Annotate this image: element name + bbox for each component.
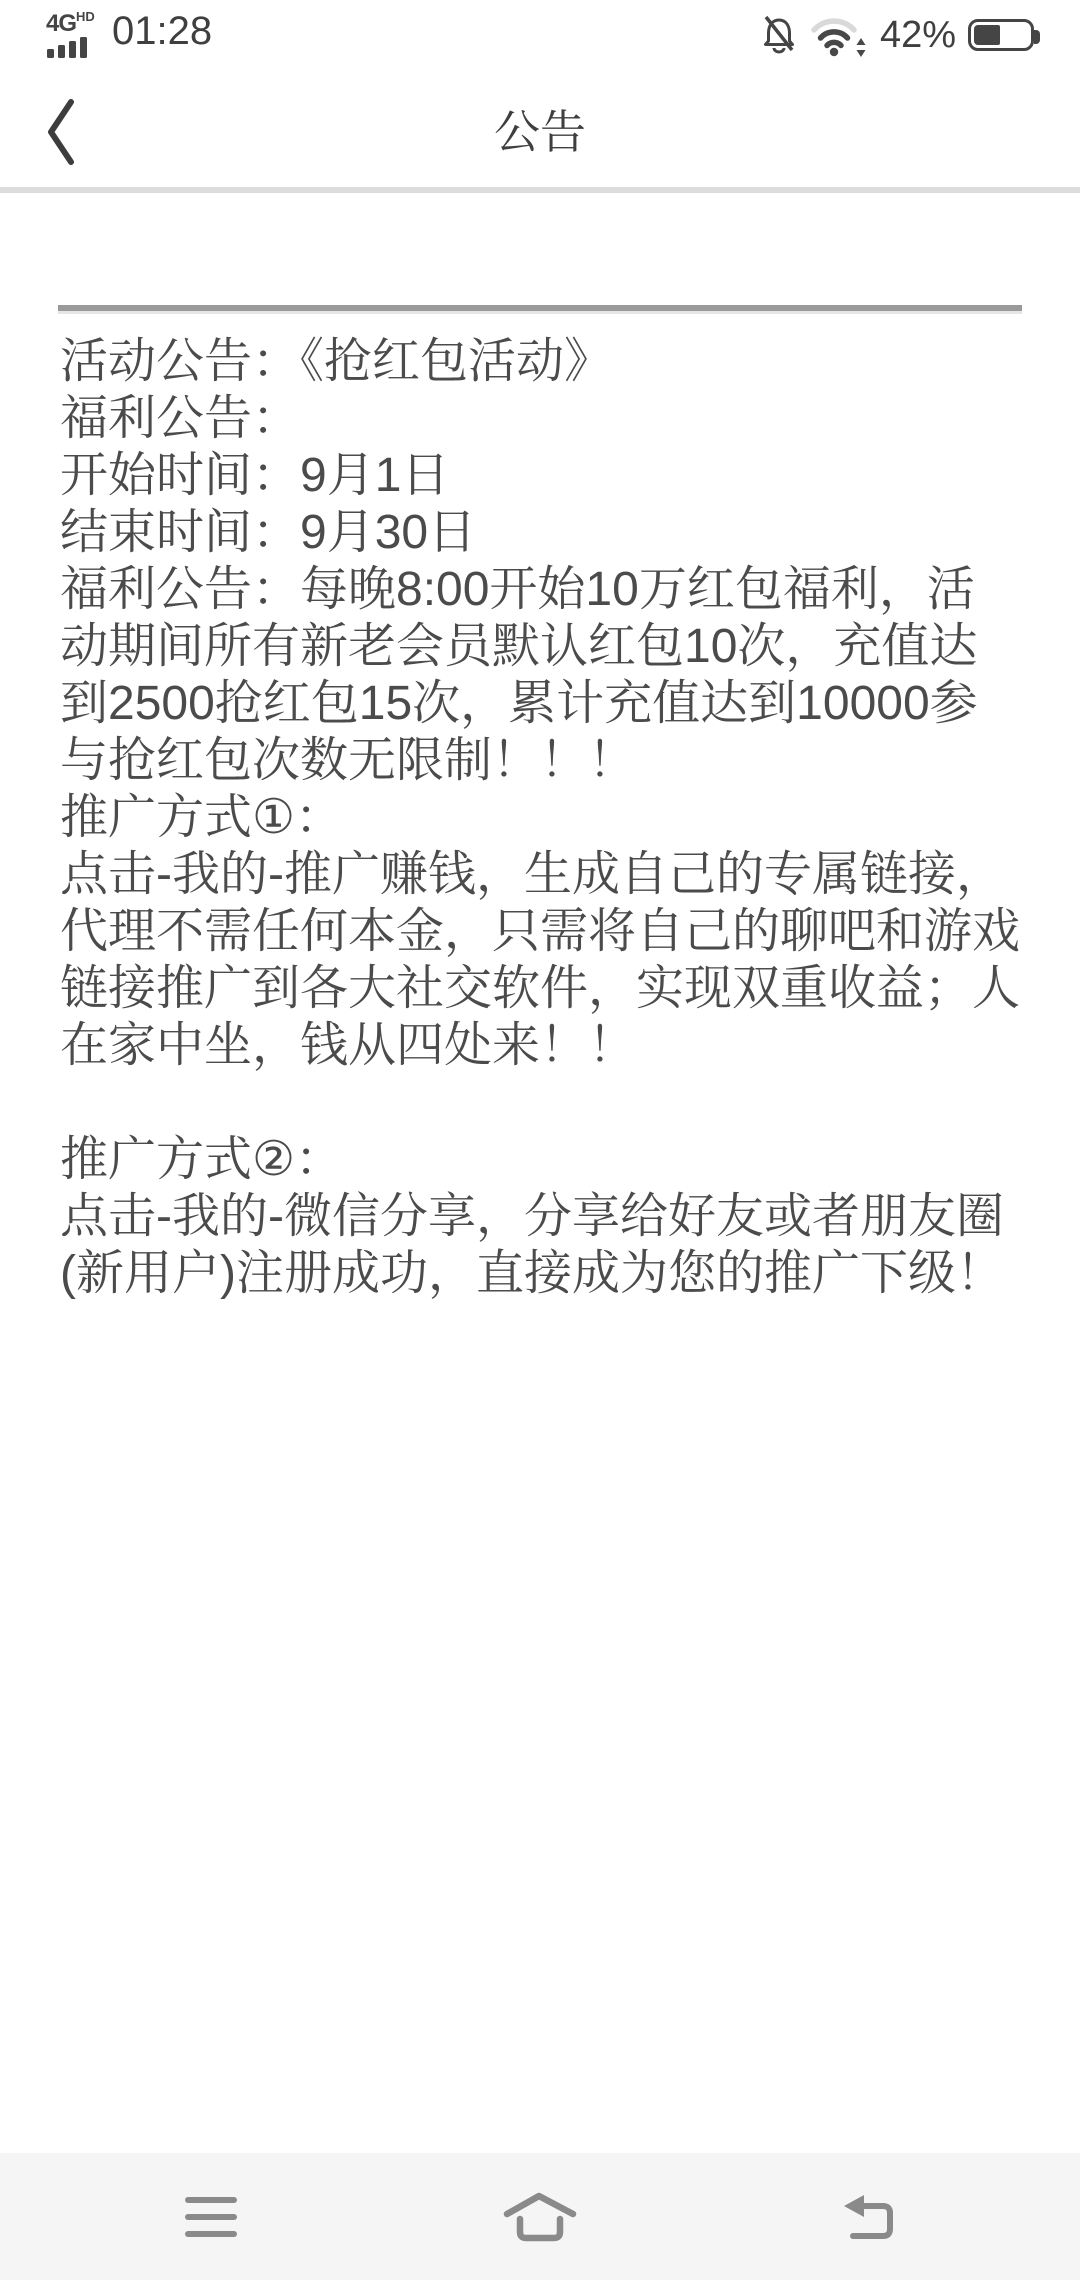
- announcement-line: 点击-我的-微信分享，分享给好友或者朋友圈: [60, 1190, 1004, 1243]
- announcement-line: 活动公告：《抢红包活动》: [60, 335, 613, 388]
- signal-bars-icon: [47, 36, 87, 58]
- back-chevron-icon: [43, 96, 77, 168]
- network-type-label: 4G: [46, 10, 77, 37]
- announcement-line: 在家中坐，钱从四处来！！: [60, 1019, 637, 1072]
- clock-time: 01:28: [112, 9, 213, 53]
- nav-back-button[interactable]: [788, 2153, 948, 2280]
- announcement-line: 点击-我的-推广赚钱，生成自己的专属链接，: [60, 848, 1004, 901]
- announcement-line: 开始时间：9月1日: [60, 449, 450, 502]
- page-title: 公告: [494, 105, 586, 158]
- menu-icon: [185, 2197, 237, 2237]
- back-button[interactable]: [30, 94, 90, 170]
- status-bar-right: [760, 0, 1034, 70]
- nav-home-button[interactable]: [460, 2153, 620, 2280]
- wifi-icon: [810, 12, 868, 58]
- system-navigation-bar: [0, 2153, 1080, 2280]
- announcement-line: [60, 1074, 1040, 1131]
- announcement-line: 动期间所有新老会员默认红包10次，充值达: [60, 620, 978, 673]
- hd-badge: HD: [76, 9, 95, 24]
- announcement-page: [0, 193, 1080, 2153]
- announcement-line: 代理不需任何本金，只需将自己的聊吧和游戏: [60, 905, 1021, 958]
- mute-bell-icon: [760, 13, 798, 57]
- announcement-text: [60, 333, 1040, 1302]
- status-bar: [0, 0, 1080, 70]
- announcement-line: (新用户)注册成功，直接成为您的推广下级！: [60, 1247, 1004, 1300]
- battery-percent-label: 42%: [879, 13, 956, 56]
- home-icon: [503, 2192, 577, 2242]
- announcement-line: 推广方式①：: [60, 791, 344, 844]
- title-bar: [0, 70, 1080, 187]
- announcement-line: 推广方式②：: [60, 1133, 344, 1186]
- cellular-signal-icon: [46, 10, 108, 62]
- announcement-top-rule: [58, 305, 1022, 311]
- return-arrow-icon: [841, 2193, 895, 2241]
- battery-icon: [968, 19, 1034, 51]
- announcement-line: 福利公告：每晚8:00开始10万红包福利，活: [60, 563, 975, 616]
- announcement-line: 到2500抢红包15次，累计充值达到10000参: [60, 677, 978, 730]
- announcement-line: 链接推广到各大社交软件，实现双重收益；人: [60, 962, 1021, 1015]
- announcement-line: 与抢红包次数无限制！！！: [60, 734, 637, 787]
- announcement-line: 结束时间：9月30日: [60, 506, 477, 559]
- announcement-line: 福利公告：: [60, 392, 301, 445]
- nav-menu-button[interactable]: [131, 2153, 291, 2280]
